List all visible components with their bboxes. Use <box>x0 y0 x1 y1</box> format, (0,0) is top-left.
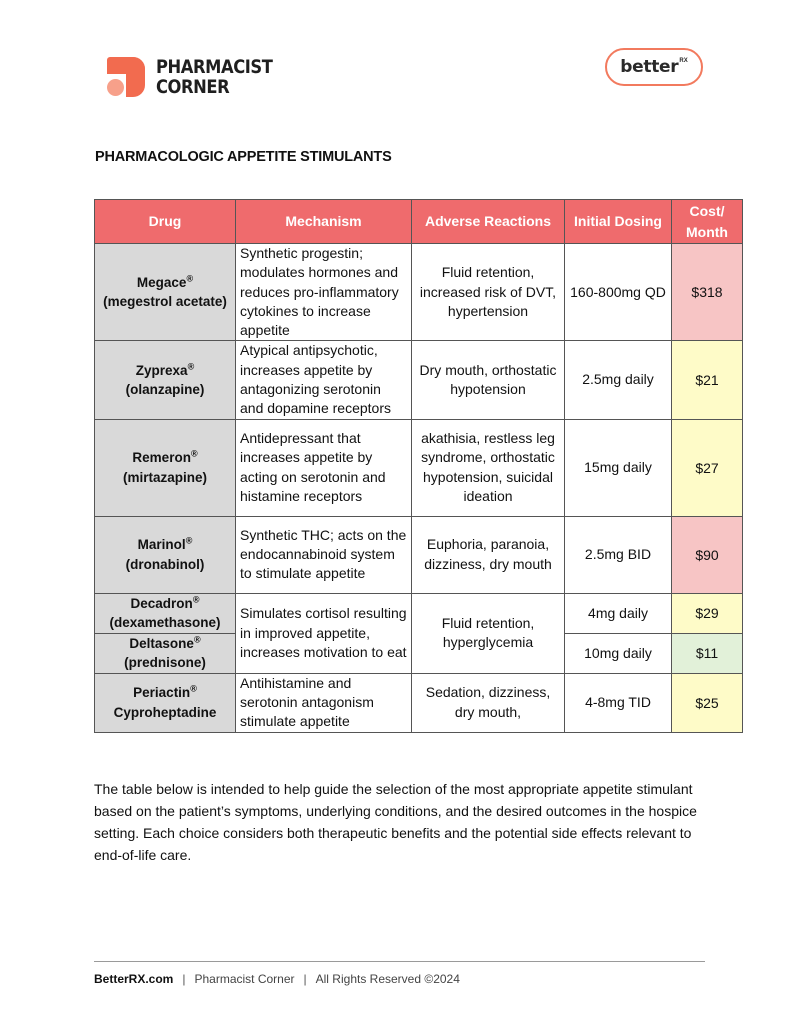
adverse-cell: Sedation, dizziness, dry mouth, <box>412 673 565 732</box>
page-title: PHARMACOLOGIC APPETITE STIMULANTS <box>95 149 392 165</box>
registered-mark: ® <box>190 448 198 459</box>
mechanism-cell: Atypical antipsychotic, increases appetite by antagonizing serotonin and dopamine receptors <box>236 341 412 419</box>
footer-site-link[interactable]: BetterRX.com <box>94 972 174 986</box>
appetite-stimulants-table <box>94 199 743 733</box>
table-header-row <box>95 200 743 244</box>
drug-generic: (prednisone) <box>124 655 206 671</box>
header-cost-month: Cost/ Month <box>672 200 743 244</box>
adverse-cell: Fluid retention, increased risk of DVT, hypertension <box>412 244 565 341</box>
drug-generic: (megestrol acetate) <box>103 294 227 310</box>
drug-cell <box>95 673 236 732</box>
drug-generic: (olanzapine) <box>125 382 205 398</box>
drug-cell <box>95 419 236 516</box>
footer-separator: | <box>182 972 186 986</box>
drug-cell <box>95 244 236 341</box>
table-row <box>95 244 743 341</box>
adverse-cell: Dry mouth, orthostatic hypotension <box>412 341 565 419</box>
brand-superscript: RX <box>679 58 688 64</box>
drug-generic: (dronabinol) <box>125 556 205 572</box>
dosing-cell: 2.5mg daily <box>565 341 672 419</box>
dosing-cell: 4-8mg TID <box>565 673 672 732</box>
drug-generic: (mirtazapine) <box>122 469 207 485</box>
footer-rights: All Rights Reserved ©2024 <box>315 972 460 986</box>
intro-paragraph: The table below is intended to help guide the selection of the most appropriate appetite stimulant based on the patient’s symptoms, underlying conditions, and the desired outcomes in the hospice setting. Each choice considers both therapeutic benefits and the potential side effects relevant to end-of-life care. <box>94 781 697 863</box>
adverse-cell: Fluid retention, hyperglycemia <box>412 593 565 673</box>
header-mechanism: Mechanism <box>236 200 412 244</box>
header-initial-dosing: Initial Dosing <box>565 200 672 244</box>
drug-cell <box>95 633 236 673</box>
brand-name: better <box>620 57 679 77</box>
drug-cell <box>95 516 236 593</box>
logo-wordmark <box>156 57 272 97</box>
header-adverse-reactions: Adverse Reactions <box>412 200 565 244</box>
dosing-cell: 15mg daily <box>565 419 672 516</box>
cost-cell: $318 <box>672 244 743 341</box>
registered-mark: ® <box>187 361 195 372</box>
footer-section: Pharmacist Corner <box>194 972 295 986</box>
table-row <box>95 419 743 516</box>
drug-name: Megace <box>136 274 187 290</box>
cost-cell: $11 <box>672 633 743 673</box>
cost-cell: $25 <box>672 673 743 732</box>
footer-separator: | <box>303 972 307 986</box>
footer <box>94 972 460 986</box>
drug-name: Remeron <box>132 450 191 466</box>
registered-mark: ® <box>186 273 194 284</box>
registered-mark: ® <box>190 683 197 694</box>
betterrx-logo <box>605 48 703 86</box>
mechanism-cell: Antihistamine and serotonin antagonism stimulate appetite <box>236 673 412 732</box>
drug-name: Marinol <box>137 537 186 553</box>
drug-name: Deltasone <box>129 635 194 651</box>
mechanism-cell: Simulates cortisol resulting in improved appetite, increases motivation to eat <box>236 593 412 673</box>
mechanism-cell: Synthetic THC; acts on the endocannabinoid system to stimulate appetite <box>236 516 412 593</box>
dosing-cell: 10mg daily <box>565 633 672 673</box>
logo-line-2: CORNER <box>156 76 230 98</box>
table-row <box>95 673 743 732</box>
cost-cell: $90 <box>672 516 743 593</box>
drug-name: Zyprexa <box>135 362 188 378</box>
drug-cell <box>95 341 236 419</box>
dosing-cell: 160-800mg QD <box>565 244 672 341</box>
dosing-cell: 2.5mg BID <box>565 516 672 593</box>
cost-cell: $21 <box>672 341 743 419</box>
table-row <box>95 593 743 633</box>
drug-cell <box>95 593 236 633</box>
cost-cell: $27 <box>672 419 743 516</box>
cost-cell: $29 <box>672 593 743 633</box>
footer-divider <box>94 961 705 962</box>
table-row <box>95 516 743 593</box>
pharmacist-corner-logo-mark-icon <box>107 57 145 97</box>
drug-name: Decadron <box>130 595 193 611</box>
registered-mark: ® <box>185 535 193 546</box>
dosing-cell: 4mg daily <box>565 593 672 633</box>
header-drug: Drug <box>95 200 236 244</box>
drug-generic: Cyproheptadine <box>113 704 217 720</box>
mechanism-cell: Synthetic progestin; modulates hormones and reduces pro-inflammatory cytokines to increase appetite <box>236 244 412 341</box>
table-row <box>95 341 743 419</box>
drug-generic: (dexamethasone) <box>109 615 221 631</box>
logo-line-1: PHARMACIST <box>156 56 273 78</box>
adverse-cell: akathisia, restless leg syndrome, orthostatic hypotension, suicidal ideation <box>412 419 565 516</box>
mechanism-cell: Antidepressant that increases appetite by acting on serotonin and histamine receptors <box>236 419 412 516</box>
registered-mark: ® <box>193 634 201 645</box>
pharmacist-corner-logo <box>107 57 291 97</box>
adverse-cell: Euphoria, paranoia, dizziness, dry mouth <box>412 516 565 593</box>
registered-mark: ® <box>192 594 200 605</box>
drug-name: Periactin <box>133 685 191 701</box>
